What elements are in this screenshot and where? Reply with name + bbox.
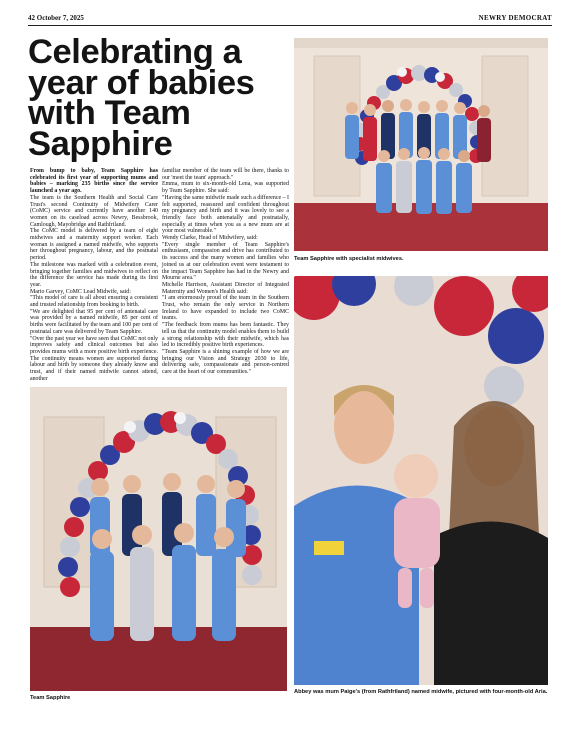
article-paragraph: "We are delighted that 95 per cent of antenatal care was provided by a named midwife, 85 per cent of births were facilitated by the team and 100 per cent of postnatal care was delivered by Team Sapphire. xyxy=(30,308,158,335)
article-lead: From bump to baby, Team Sapphire has celebrated its first year of supporting mums and babies – marking 235 births since the service launched a year ago. xyxy=(30,168,158,195)
headline-line-4: Sapphire xyxy=(28,124,173,163)
article-paragraph: The milestone was marked with a celebration event, bringing together families and midwives to reflect on the difference the service has made during its first year. xyxy=(30,261,158,288)
article-paragraph: Wendy Clarke, Head of Midwifery, said: xyxy=(162,235,258,242)
article-paragraph: The CoMC model is delivered by a team of eight midwives and a maternity support worker. Each woman is assigned a named midwife, who supports her throughout pregnancy, labour, and the postnatal period. xyxy=(30,228,158,262)
article-paragraph: "Team Sapphire is a shining example of how we are bringing our Vision and Strategy 2030 to life, delivering safe, compassionate and person-centred care at the heart of our communities." xyxy=(162,348,289,376)
headline-line-1: Celebrating a xyxy=(28,33,242,71)
article-paragraph: familiar member of the team will be there, thanks to our 'meet the team' approach." xyxy=(162,168,289,181)
article-paragraph: Michelle Harrison, Assistant Director of Integrated Maternity and Women's Health said: xyxy=(162,281,289,295)
page-date: 42 October 7, 2025 xyxy=(28,14,84,22)
headline-line-2: year of babies xyxy=(28,63,255,102)
article-paragraph: "Every single member of Team Sapphire's enthusiasm, compassion and drive has contributed to its success and the many women and families who joined us at our celebration event were testament to the impact Team Sapphire has had in the Newry and Mourne area." xyxy=(162,241,289,282)
photo-team-specialist-midwives xyxy=(294,38,548,251)
article-column-1 xyxy=(30,168,158,383)
article-paragraph: Emma, mum to six-month-old Lena, was supported by Team Sapphire. She said: xyxy=(162,181,289,195)
caption-bottom-left: Team Sapphire xyxy=(30,695,71,701)
photo-midwife-with-baby xyxy=(294,276,548,685)
caption-bottom-right: Abbey was mum Paige's (from Rathfriland) named midwife, pictured with four-month-old Aria. xyxy=(294,689,548,695)
page-header xyxy=(28,11,552,25)
article-paragraph: "Having the same midwife made such a difference – I felt supported, reassured and confident throughout my pregnancy and birth and it was lovely to see a friendly face both antenatally and postnatally, especially at times when you as a new mum are at your most vulnerable." xyxy=(162,194,289,235)
article-paragraph: "The feedback from mums has been fantastic. They tell us that the continuity model enables them to build a strong relationship with their midwife, which has led to incredibly positive birth experiences. xyxy=(162,322,289,349)
photo-team-sapphire xyxy=(30,387,287,691)
article-paragraph: The team is the Southern Health and Social Care Trust's second Continuity of Midwifery Carer (CoMC) service and currently have another 140 women on its caseload across Newry, Bessbrook, Camlough, Mayobridge and Rathfriland. xyxy=(30,194,158,228)
publication-name: NEWRY DEMOCRAT xyxy=(478,14,552,22)
headline xyxy=(28,33,288,163)
headline-line-3: with Team xyxy=(28,94,191,132)
header-rule xyxy=(28,25,552,26)
article-paragraph: "Over the past year we have seen that CoMC not only improves safety and clinical outcomes but also provides mums with a more positive birth experience. The continuity means women are supported during labour and birth by someone they already know and trust, and if their named midwife cannot attend, another xyxy=(30,335,158,382)
article-paragraph: "I am enormously proud of the team in the Southern Trust, who remain the only service in Northern Ireland to have expanded to include two CoMC teams. xyxy=(162,295,289,322)
caption-top-right: Team Sapphire with specialist midwives. xyxy=(294,256,404,262)
article-paragraph: Mario Garvey, CoMC Lead Midwife, said: xyxy=(30,288,131,295)
article-paragraph: "This model of care is all about ensuring a consistent and trusted relationship from booking to birth. xyxy=(30,295,158,309)
article-column-2 xyxy=(162,168,289,376)
